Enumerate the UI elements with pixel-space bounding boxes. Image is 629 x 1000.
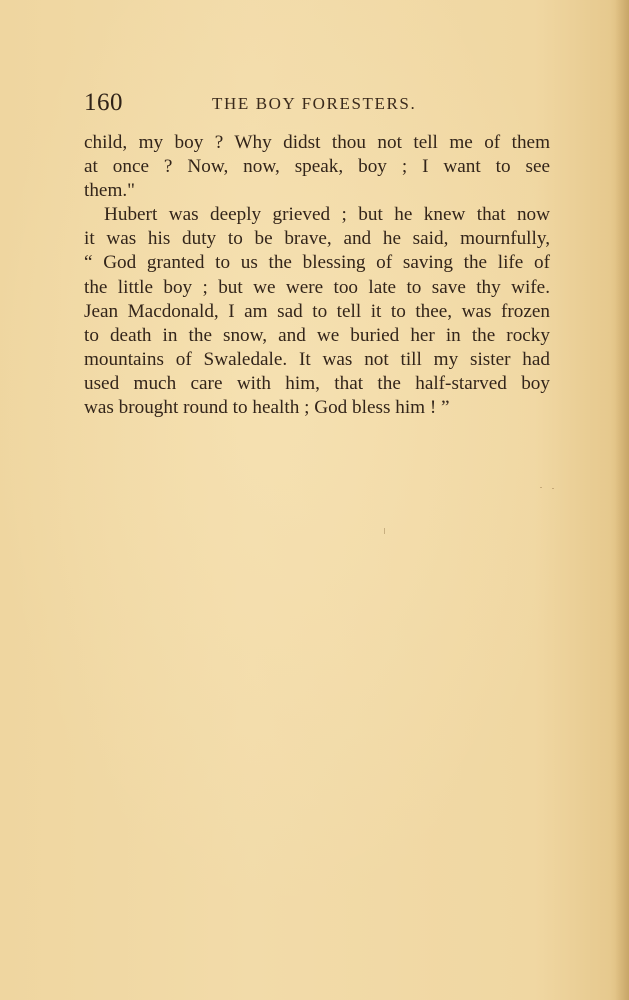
text-line: child, my boy ? Why didst thou not tell me of them <box>84 132 550 153</box>
text-line: Hubert was deeply grieved ; but he knew that now <box>104 204 550 226</box>
paper-speck <box>384 528 385 534</box>
text-line: Jean Macdonald, I am sad to tell it to thee, was frozen <box>84 300 550 322</box>
text-line: to death in the snow, and we buried her in the rocky <box>84 324 550 346</box>
page-header <box>84 88 550 118</box>
text-line: mountains of Swaledale. It was not till my sister had <box>84 348 550 370</box>
running-head: THE BOY FORESTERS. <box>212 94 417 113</box>
text-line: the little boy ; but we were too late to save thy wife. <box>84 276 550 298</box>
paragraph-2 <box>84 203 550 420</box>
paper-speck <box>552 488 554 489</box>
body-text <box>84 131 550 420</box>
text-line: “ God granted to us the blessing of saving the life of <box>84 252 550 274</box>
text-line: used much care with him, that the half-starved boy <box>84 372 550 394</box>
paper-speck <box>540 487 542 488</box>
text-line: was brought round to health ; God bless him ! ” <box>84 397 450 419</box>
text-line: them." <box>84 180 135 202</box>
page-number: 160 <box>84 89 123 116</box>
text-line: it was his duty to be brave, and he said, mournfully, <box>84 228 550 250</box>
paragraph-1 <box>84 131 550 203</box>
text-line: at once ? Now, now, speak, boy ; I want to see <box>84 156 550 178</box>
page-edge-shadow <box>615 0 629 1000</box>
